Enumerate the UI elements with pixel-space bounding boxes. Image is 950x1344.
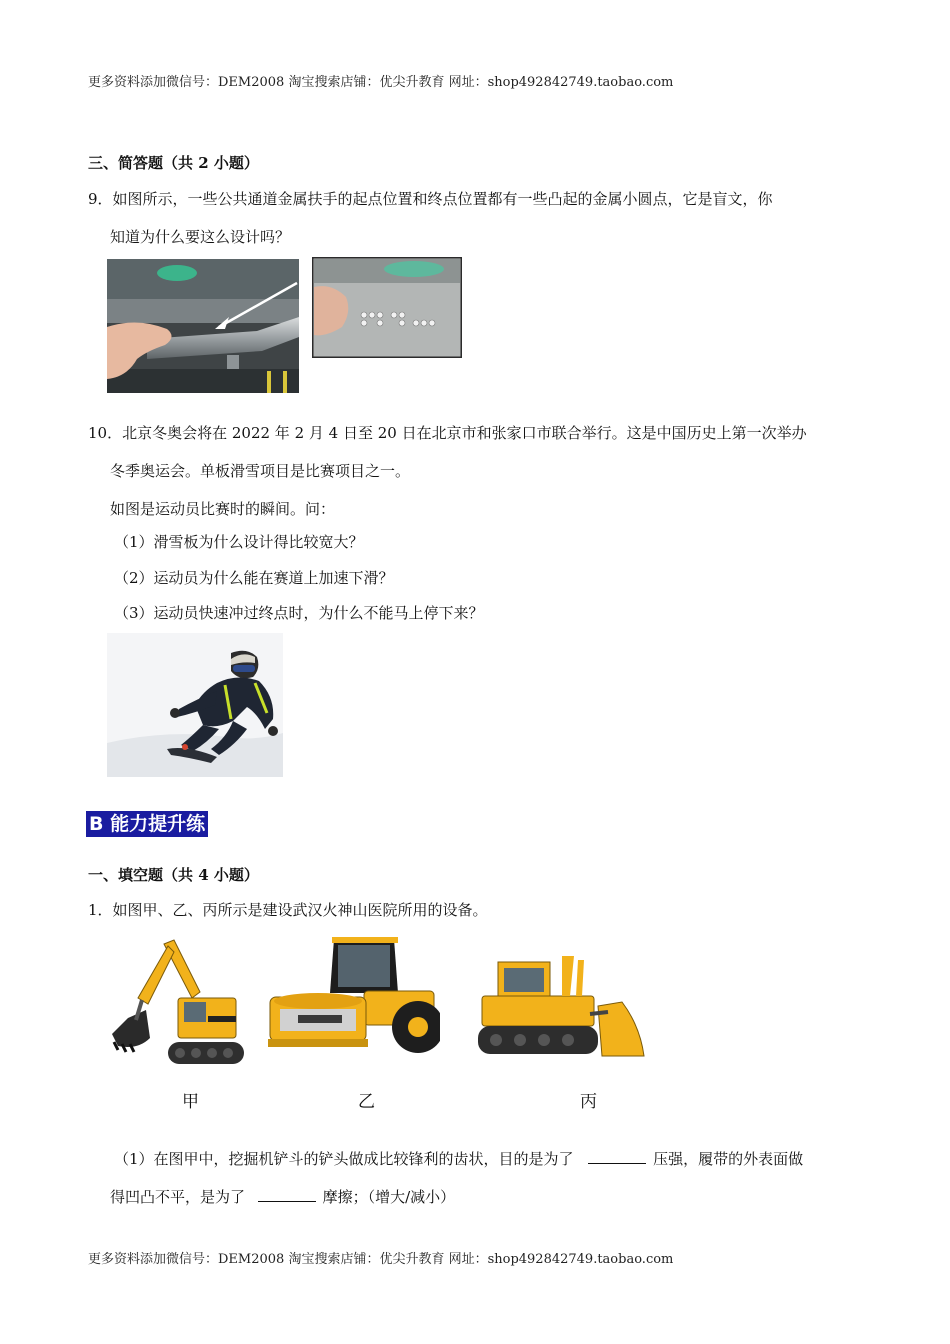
question-9: [88, 180, 868, 256]
caption-jia: 甲: [182, 1092, 199, 1112]
braille-closeup-photo: [312, 257, 462, 358]
question-10-line1: 10．北京冬奥会将在 2022 年 2 月 4 日至 20 日在北京市和张家口市联合举行。这是中国历史上第一次举办: [88, 424, 807, 442]
question-10-sub3: （3）运动员快速冲过终点时，为什么不能马上停下来？: [114, 604, 484, 622]
question-10-sub2: （2）运动员为什么能在赛道上加速下滑？: [114, 569, 394, 587]
question-1-part1-text-b: 压强，履带的外表面做: [653, 1150, 804, 1168]
question-9-line1: 9．如图所示，一些公共通道金属扶手的起点位置和终点位置都有一些凸起的金属小圆点，它是盲文，你: [88, 190, 773, 208]
question-10-line2: 冬季奥运会。单板滑雪项目是比赛项目之一。: [110, 462, 411, 480]
bulldozer-image: [478, 952, 648, 1072]
question-1-part1-text-a: （1）在图甲中，挖掘机铲斗的铲头做成比较锋利的齿状，目的是为了: [114, 1150, 574, 1168]
page-header: 更多资料添加微信号：DEM2008 淘宝搜索店铺：优尖升教育 网址：shop492842749.taobao.com: [88, 75, 674, 90]
caption-yi: 乙: [358, 1092, 375, 1112]
question-1-part1-line2: [110, 1186, 455, 1207]
answer-blank-1[interactable]: [588, 1149, 646, 1164]
section-heading-short-answer: 三、简答题（共 2 小题）: [88, 154, 259, 172]
question-1-part1-text-c: 得凹凸不平，是为了: [110, 1188, 246, 1206]
handrail-photo: [107, 259, 299, 393]
page-footer: 更多资料添加微信号：DEM2008 淘宝搜索店铺：优尖升教育 网址：shop492842749.taobao.com: [88, 1252, 674, 1267]
question-1-line1: 1．如图甲、乙、丙所示是建设武汉火神山医院所用的设备。: [88, 901, 488, 919]
question-10-sub1: （1）滑雪板为什么设计得比较宽大？: [114, 533, 364, 551]
snowboarder-photo: [107, 633, 283, 777]
section-heading-fill-blank: 一、填空题（共 4 小题）: [88, 866, 259, 884]
question-10-line3: 如图是运动员比赛时的瞬间。问：: [110, 500, 336, 518]
excavator-image: [108, 938, 248, 1078]
answer-blank-2[interactable]: [258, 1187, 316, 1202]
caption-bing: 丙: [580, 1092, 597, 1112]
question-10: [88, 414, 868, 490]
question-9-line2: 知道为什么要这么设计吗？: [110, 228, 291, 246]
question-1-part1-text-d: 摩擦；（增大/减小）: [322, 1188, 456, 1206]
section-banner-ability: B 能力提升练: [86, 811, 208, 837]
road-roller-image: [268, 935, 440, 1060]
question-1-part1-line1: [114, 1148, 803, 1169]
